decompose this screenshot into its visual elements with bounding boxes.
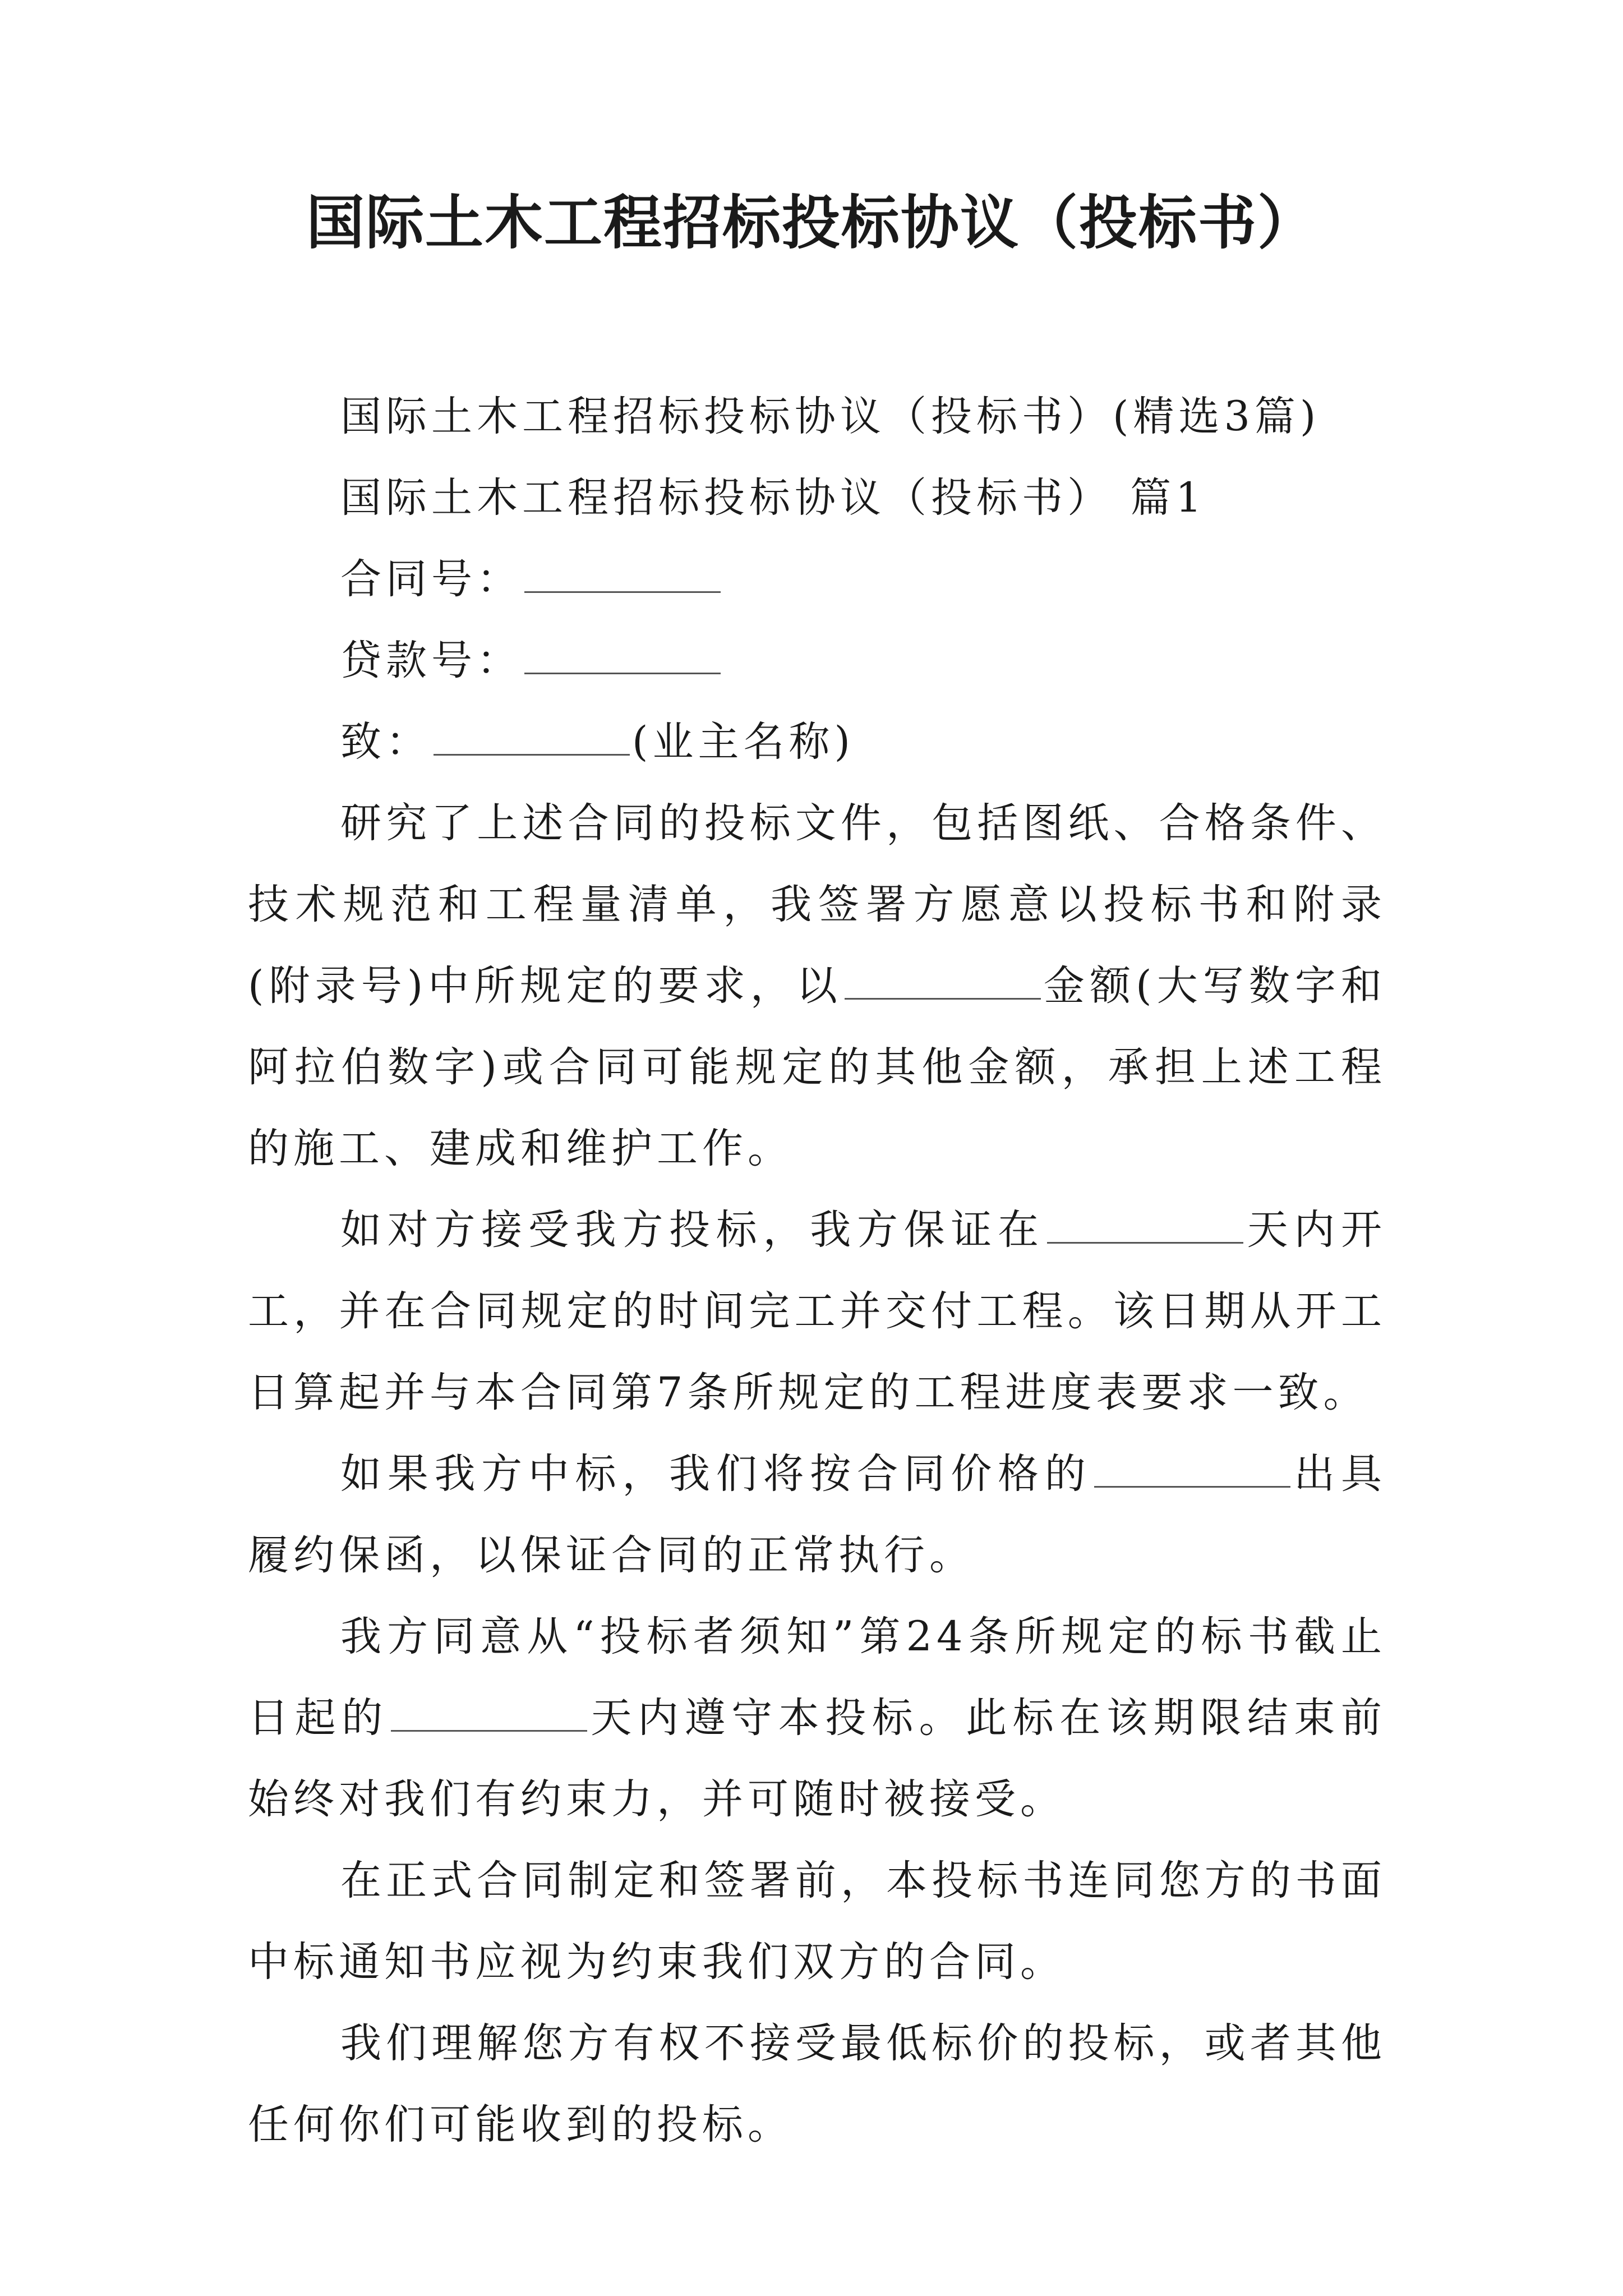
loan-number-blank — [524, 639, 721, 674]
paragraph-start-date — [248, 1189, 1386, 1433]
paragraph-bid-amount-text-b: 金额(大写数字和阿拉伯数字)或合同可能规定的其他金额，承担上述工程的施工、建成和维护工作。 — [248, 962, 1386, 1172]
paragraph-start-date-text-b: 天内开工，并在合同规定的时间完工并交付工程。该日期从开工日算起并与本合同第7条所规定的工程进度表要求一致。 — [248, 1206, 1387, 1416]
paragraph-rejection-right: 我们理解您方有权不接受最低标价的投标，或者其他任何你们可能收到的投标。 — [248, 2019, 1386, 2148]
start-days-blank — [1047, 1208, 1243, 1244]
paragraph-validity — [248, 1596, 1386, 1840]
paragraph-bid-amount-text-a: 研究了上述合同的投标文件，包括图纸、合格条件、技术规范和工程量清单，我签署方愿意以投标书和附录(附录号)中所规定的要求，以 — [248, 799, 1386, 1010]
validity-days-blank — [391, 1696, 587, 1732]
paragraph-guarantee-text-b: 出具履约保函，以保证合同的正常执行。 — [248, 1450, 1387, 1579]
contract-number-line — [248, 539, 1386, 620]
bid-amount-blank — [845, 964, 1041, 1000]
document-title: 国际土木工程招标投标协议（投标书） — [306, 188, 1317, 257]
paragraph-bid-amount — [248, 783, 1386, 1189]
paragraph-start-date-text-a: 如对方接受我方投标，我方保证在 — [340, 1206, 1045, 1254]
loan-number-line — [248, 620, 1386, 701]
contract-number-label: 合同号： — [340, 555, 522, 603]
recipient-label: 致： — [340, 718, 431, 766]
subtitle-line: 国际土木工程招标投标协议（投标书）(精选3篇) — [340, 393, 1321, 440]
recipient-suffix: (业主名称) — [632, 718, 855, 766]
recipient-line — [248, 701, 1386, 783]
contract-number-blank — [524, 558, 721, 593]
paragraph-guarantee-text-a: 如果我方中标，我们将按合同价格的 — [340, 1450, 1092, 1498]
paragraph-validity-text-b: 天内遵守本投标。此标在该期限结束前始终对我们有约束力，并可随时被接受。 — [248, 1694, 1387, 1823]
owner-name-blank — [434, 720, 630, 756]
loan-number-label: 贷款号： — [340, 637, 522, 684]
guarantee-percent-blank — [1094, 1452, 1290, 1488]
paragraph-validity-text-a: 我方同意从“投标者须知”第24条所规定的标书截止日起的 — [248, 1613, 1386, 1742]
paragraph-binding-contract: 在正式合同制定和签署前，本投标书连同您方的书面中标通知书应视为约束我们双方的合同。 — [248, 1857, 1386, 1986]
paragraph-performance-guarantee — [248, 1433, 1386, 1596]
chapter-heading: 国际土木工程招标投标协议（投标书） 篇1 — [340, 474, 1206, 522]
document-body — [248, 376, 1386, 2165]
